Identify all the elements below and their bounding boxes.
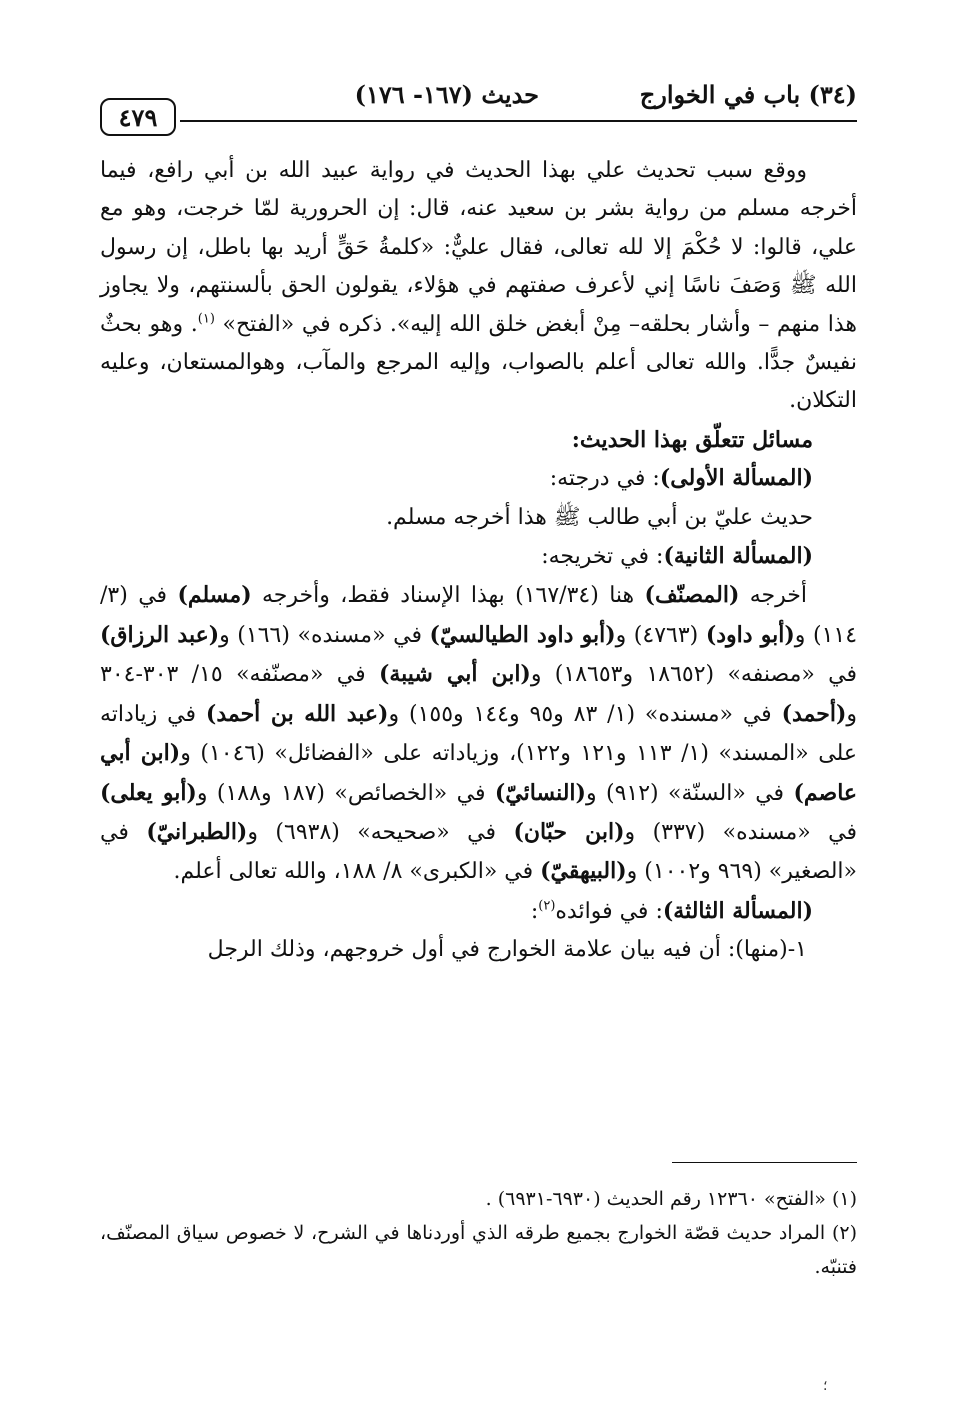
- footnote-separator: [672, 1162, 857, 1163]
- intro-tail: . وهو بحثٌ نفيسٌ جدًّا. والله تعالى أعلم بالصواب، وإليه المرجع والمآب، وهوالمستعان، وعليه التكلان.: [100, 311, 857, 414]
- takhrij-text: في «مصنفه» (١٨٦٥٢ و١٨٦٥٣) و: [530, 662, 857, 688]
- takhrij-text: في «مصنّفه» ١٥/ ٣٠٣-٣٠٤ و: [100, 662, 858, 727]
- source-name: (أبو داود الطيالسيّ): [429, 621, 616, 648]
- issues-heading: مسائل تتعلّق بهذا الحديث:: [571, 426, 813, 453]
- issue-3-colon: :: [530, 898, 539, 924]
- header-rule: [180, 120, 857, 122]
- takhrij-text: في «مسنده» (١٦٦) و: [219, 622, 430, 648]
- issue-1-body: حديث عليّ بن أبي طالب ﷺ هذا أخرجه مسلم.: [386, 504, 813, 530]
- page-header: [100, 70, 857, 132]
- source-name: (أبو داود): [705, 621, 795, 648]
- takhrij-text: في «الصغير» (٩٦٩ و١٠٠٢) و: [100, 819, 857, 885]
- takhrij-text: أخرجه: [739, 583, 807, 609]
- chapter-title: (٣٤) باب في الخوارج: [639, 80, 857, 109]
- takhrij-text: (٤٧٦٣) و: [615, 622, 706, 648]
- takhrij-paragraph: [100, 576, 857, 891]
- takhrij-text: في (٣/ ١١٤) و: [100, 583, 858, 648]
- source-name: (عبد الله بن أحمد): [205, 700, 389, 727]
- intro-text: ووقع سبب تحديث علي بهذا الحديث في رواية عبيد الله بن أبي رافع، فيما أخرجه مسلم من رواية بشر بن سعيد عنه، قال: إن الحرورية لمّا خرجت، وهو مع علي، قالوا: لا حُكْمَ إلا لله تعالى، فقال عليٌّ: «كلمةُ حَقٍّ أريد بها باطل، إن رسول الله ﷺ وَصَفَ ناسًا إني لأعرف صفتهم في هؤلاء، يقولون الحق بألسنتهم، ولا يجاوز هذا منهم – وأشار بحلقه– مِنْ أبغض خلق الله إليه». ذكره في «الفتح»: [100, 158, 858, 337]
- stray-mark: ؛: [823, 1378, 828, 1394]
- issue-1-heading: [100, 459, 857, 498]
- issue-2-text: : في تخريجه:: [541, 544, 664, 570]
- source-name: (الطبرانيّ): [146, 818, 248, 845]
- takhrij-text: هنا (١٦٧/٣٤) بهذا الإسناد فقط، وأخرجه: [251, 583, 645, 609]
- issue-3-label: (المسألة الثالثة): [662, 897, 813, 924]
- footnote-ref-2: (٢): [538, 898, 556, 914]
- source-name: (المصنّف): [644, 582, 740, 609]
- page-number: ٤٧٩: [100, 98, 176, 136]
- issue-3-heading: [100, 892, 857, 931]
- takhrij-text: في «الكبرى» ٨/ ١٨٨، والله تعالى أعلم.: [173, 859, 541, 885]
- takhrij-text: في «السنّة» (٩١٢) و: [585, 780, 794, 806]
- footnote-1: (١) «الفتح» ١٢٣٦٠ رقم الحديث (٦٩٣٠-٦٩٣١) .: [485, 1188, 857, 1210]
- source-name: (النسائيّ): [494, 779, 586, 806]
- source-name: (ابن حبّان): [513, 818, 625, 845]
- source-name: (أحمد): [781, 700, 847, 727]
- footnote-2: (٢) المراد حديث قصّة الخوارج بجميع طرقه الذي أوردناها في الشرح، لا خصوص سياق المصنّف، فتنبّه.: [100, 1222, 857, 1278]
- hadith-range: حديث (١٦٧- ١٧٦): [354, 80, 539, 109]
- source-name: (البيهقيّ): [540, 858, 627, 885]
- takhrij-text: في «الخصائص» (١٨٧ و١٨٨) و: [196, 780, 495, 806]
- source-name: (عبد الرزاق): [100, 621, 220, 648]
- issue-2-label: (المسألة الثانية): [663, 543, 813, 570]
- issue-3-text: : في فوائده: [555, 898, 663, 924]
- issue-1-text: : في درجته:: [549, 466, 660, 492]
- source-name: (مسلم): [177, 582, 252, 609]
- intro-paragraph: [100, 152, 857, 421]
- takhrij-text: في «مسنده» (٣٣٧) و: [624, 819, 857, 845]
- issue-1-label: (المسألة الأولى): [659, 465, 813, 492]
- footnote-ref-1: (١): [197, 311, 215, 327]
- source-name: (ابن أبي عاصم): [100, 740, 858, 806]
- source-name: (ابن أبي شيبة): [378, 661, 531, 688]
- source-name: (أبو يعلى): [100, 779, 197, 806]
- takhrij-text: في «صحيحه» (٦٩٣٨) و: [247, 819, 514, 845]
- main-text: [100, 152, 857, 970]
- takhrij-text: في «مسنده» (١/ ٨٣ و٩٥ و١٤٤ و١٥٥) و: [388, 701, 782, 727]
- issue-2-heading: [100, 537, 857, 576]
- takhrij-text: في زياداته على «المسند» (١/ ١١٣ و١٢١ و١٢٢)، وزياداته على «الفضائل» (١٠٤٦) و: [100, 701, 858, 767]
- footnotes: [100, 1182, 857, 1284]
- benefit-1: ١-(منها): أن فيه بيان علامة الخوارج في أول خروجهم، وذلك الرجل: [207, 937, 807, 963]
